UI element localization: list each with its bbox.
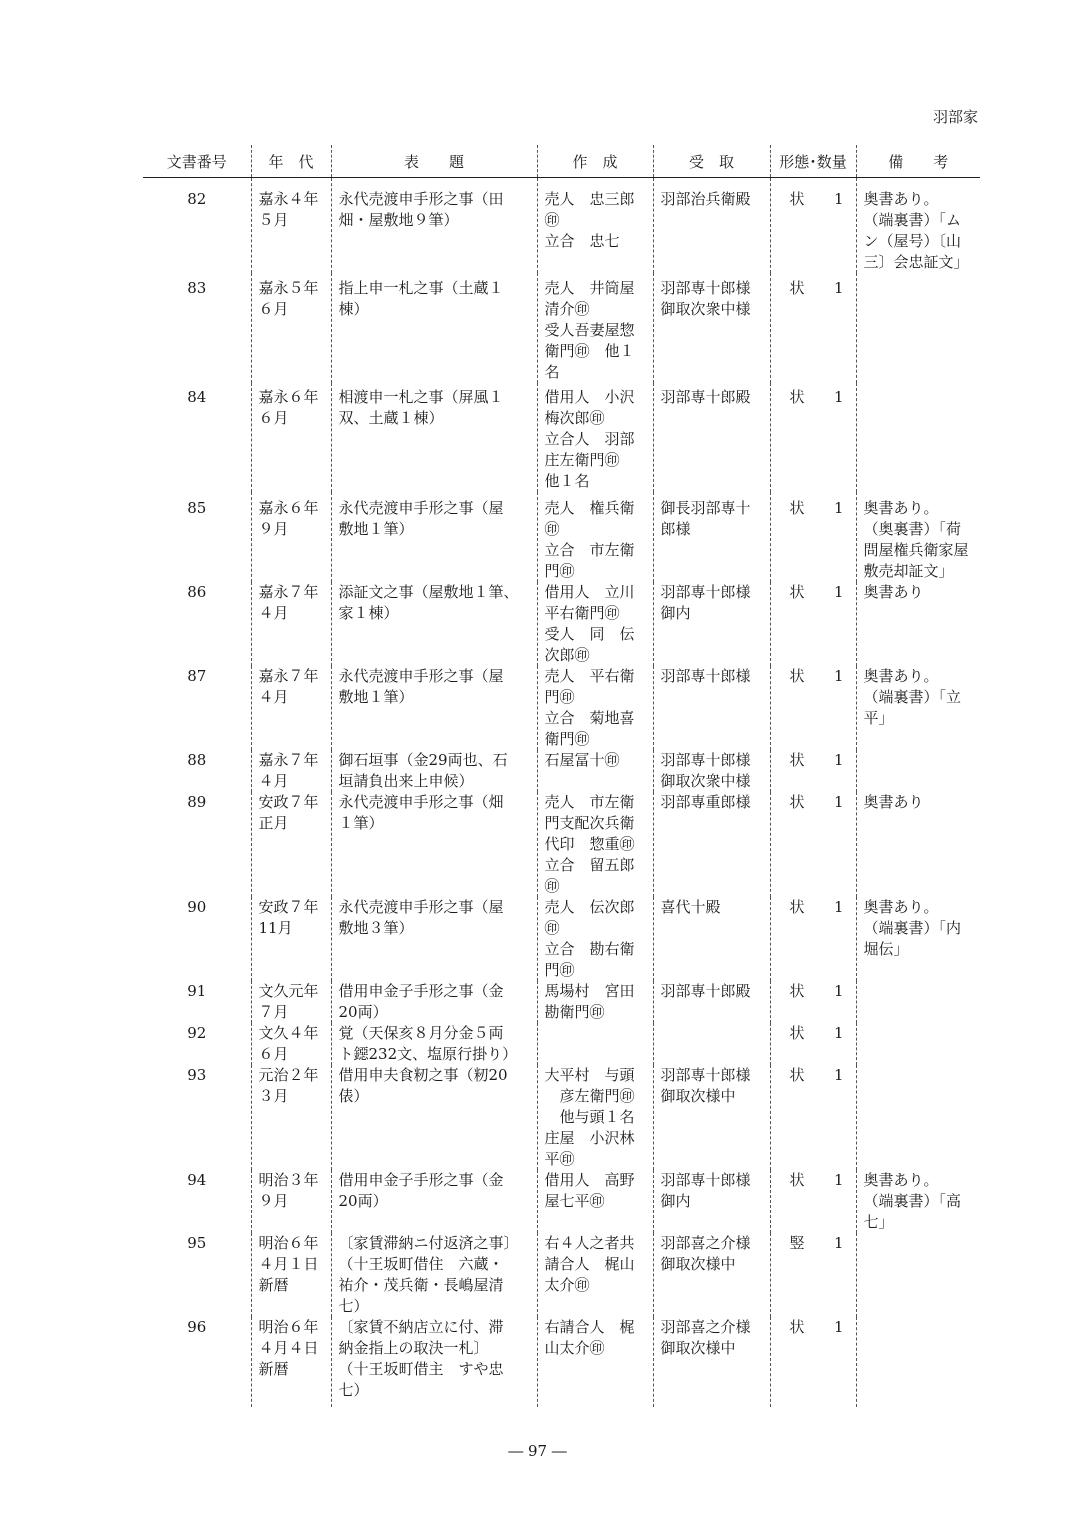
cell-form-quantity	[770, 750, 856, 792]
cell-title: 〔家賃不納店立に付、滞 納金指上の取決一札〕 （十王坂町借主 すや忠 七）	[331, 1317, 537, 1407]
cell-recipient: 羽部喜之介様 御取次様中	[653, 1233, 770, 1317]
cell-document-number: 89	[187, 793, 207, 811]
cell-author: 借用人 高野 屋七平㊞	[537, 1170, 653, 1233]
quantity-value: 1	[833, 1234, 844, 1252]
table-row	[143, 1170, 980, 1233]
quantity-value: 1	[833, 667, 844, 685]
cell-date: 明治３年 ９月	[251, 1170, 331, 1233]
header-form-quantity: 形態･数量	[770, 145, 856, 178]
table-row	[143, 1023, 980, 1065]
cell-remarks	[856, 981, 980, 1023]
cell-author: 大平村 与頭 彦左衛門㊞ 他与頭１名 庄屋 小沢林 平㊞	[537, 1065, 653, 1170]
form-value: 状	[789, 1318, 805, 1336]
quantity-value: 1	[833, 190, 844, 208]
cell-remarks: 奥書あり	[856, 792, 980, 897]
cell-form-quantity	[770, 383, 856, 492]
form-value: 竪	[789, 1234, 805, 1252]
cell-form-quantity	[770, 1170, 856, 1233]
form-value: 状	[789, 388, 805, 406]
cell-author: 馬場村 宮田 勘衛門㊞	[537, 981, 653, 1023]
form-value: 状	[789, 499, 805, 517]
header-document-number: 文書番号	[143, 145, 251, 178]
form-value: 状	[789, 667, 805, 685]
cell-date: 文久元年 ７月	[251, 981, 331, 1023]
form-value: 状	[789, 279, 805, 297]
table-row	[143, 582, 980, 666]
cell-document-number: 90	[187, 898, 207, 916]
table-row	[143, 1233, 980, 1317]
page-number: ― 97 ―	[508, 1442, 567, 1460]
cell-author: 石屋冨十㊞	[537, 750, 653, 792]
cell-recipient	[653, 1023, 770, 1065]
cell-remarks: 奥書あり。 （端裏書）「高 七」	[856, 1170, 980, 1233]
form-value: 状	[789, 1024, 805, 1042]
form-value: 状	[789, 751, 805, 769]
cell-document-number: 93	[187, 1066, 207, 1084]
quantity-value: 1	[833, 279, 844, 297]
table-header-row	[143, 145, 980, 178]
cell-form-quantity	[770, 1023, 856, 1065]
cell-document-number: 82	[187, 190, 207, 208]
cell-form-quantity	[770, 582, 856, 666]
cell-author: 売人 井筒屋 清介㊞ 受人吾妻屋惣 衛門㊞ 他１ 名	[537, 273, 653, 383]
cell-author: 売人 伝次郎 ㊞ 立合 勘右衛 門㊞	[537, 897, 653, 981]
quantity-value: 1	[833, 1024, 844, 1042]
form-value: 状	[789, 898, 805, 916]
quantity-value: 1	[833, 499, 844, 517]
table-body	[143, 178, 980, 1408]
cell-date: 明治６年 ４月４日 新暦	[251, 1317, 331, 1407]
cell-title: 永代売渡申手形之事（屋 敷地３筆）	[331, 897, 537, 981]
quantity-value: 1	[833, 982, 844, 1000]
cell-recipient: 羽部専十郎様 御取次様中	[653, 1065, 770, 1170]
cell-form-quantity	[770, 178, 856, 274]
cell-date: 嘉永４年 ５月	[251, 178, 331, 274]
cell-date: 安政７年 11月	[251, 897, 331, 981]
quantity-value: 1	[833, 898, 844, 916]
table-row	[143, 492, 980, 582]
cell-recipient: 羽部専重郎様	[653, 792, 770, 897]
cell-recipient: 羽部専十郎様	[653, 666, 770, 750]
cell-recipient: 喜代十殿	[653, 897, 770, 981]
cell-remarks: 奥書あり。 （端裏書）「ム ン（屋号）〔山 三〕会忠証文」	[856, 178, 980, 274]
cell-recipient: 御長羽部専十 郎様	[653, 492, 770, 582]
cell-form-quantity	[770, 1317, 856, 1407]
cell-author: 売人 平右衛 門㊞ 立合 菊地喜 衛門㊞	[537, 666, 653, 750]
table-row	[143, 981, 980, 1023]
cell-title: 永代売渡申手形之事（田 畑・屋敷地９筆）	[331, 178, 537, 274]
cell-document-number: 95	[187, 1234, 207, 1252]
cell-recipient: 羽部専十郎様 御取次衆中様	[653, 750, 770, 792]
cell-document-number: 91	[187, 982, 207, 1000]
cell-date: 嘉永５年 ６月	[251, 273, 331, 383]
cell-remarks	[856, 1317, 980, 1407]
cell-recipient: 羽部専十郎様 御内	[653, 1170, 770, 1233]
cell-recipient: 羽部専十郎様 御取次衆中様	[653, 273, 770, 383]
cell-date: 嘉永７年 ４月	[251, 582, 331, 666]
table-row	[143, 897, 980, 981]
cell-date: 元治２年 ３月	[251, 1065, 331, 1170]
cell-author: 売人 権兵衛 ㊞ 立合 市左衛 門㊞	[537, 492, 653, 582]
cell-document-number: 83	[187, 279, 207, 297]
form-value: 状	[789, 793, 805, 811]
table-row	[143, 1065, 980, 1170]
cell-title: 永代売渡申手形之事（屋 敷地１筆）	[331, 666, 537, 750]
cell-document-number: 96	[187, 1318, 207, 1336]
quantity-value: 1	[833, 583, 844, 601]
cell-recipient: 羽部専十郎殿	[653, 383, 770, 492]
quantity-value: 1	[833, 1066, 844, 1084]
cell-remarks	[856, 1023, 980, 1065]
cell-date: 安政７年 正月	[251, 792, 331, 897]
cell-title: 借用申夫食籾之事（籾20 俵）	[331, 1065, 537, 1170]
cell-title: 永代売渡申手形之事（屋 敷地１筆）	[331, 492, 537, 582]
header-remarks: 備 考	[856, 145, 980, 178]
cell-form-quantity	[770, 666, 856, 750]
cell-form-quantity	[770, 492, 856, 582]
cell-document-number: 84	[187, 388, 207, 406]
cell-date: 嘉永６年 ６月	[251, 383, 331, 492]
table-row	[143, 178, 980, 274]
cell-date: 嘉永７年 ４月	[251, 666, 331, 750]
cell-title: 覚（天保亥８月分金５両 ト鐚232文、塩原行掛り）	[331, 1023, 537, 1065]
cell-remarks	[856, 1065, 980, 1170]
cell-form-quantity	[770, 1065, 856, 1170]
cell-author: 借用人 立川 平右衛門㊞ 受人 同 伝 次郎㊞	[537, 582, 653, 666]
quantity-value: 1	[833, 793, 844, 811]
header-date: 年 代	[251, 145, 331, 178]
cell-recipient: 羽部喜之介様 御取次様中	[653, 1317, 770, 1407]
cell-remarks: 奥書あり。 （奥裏書）「荷 問屋権兵衛家屋 敷売却証文」	[856, 492, 980, 582]
header-title: 表 題	[331, 145, 537, 178]
form-value: 状	[789, 1066, 805, 1084]
cell-recipient: 羽部専十郎様 御内	[653, 582, 770, 666]
table-row	[143, 792, 980, 897]
quantity-value: 1	[833, 751, 844, 769]
table-row	[143, 273, 980, 383]
cell-title: 永代売渡申手形之事（畑 １筆）	[331, 792, 537, 897]
header-author: 作 成	[537, 145, 653, 178]
cell-document-number: 94	[187, 1171, 207, 1189]
cell-remarks: 奥書あり。 （端裏書）「立 平」	[856, 666, 980, 750]
quantity-value: 1	[833, 388, 844, 406]
document-catalog-table	[143, 145, 980, 1407]
cell-remarks	[856, 1233, 980, 1317]
table-row	[143, 383, 980, 492]
cell-remarks: 奥書あり	[856, 582, 980, 666]
table-row	[143, 666, 980, 750]
quantity-value: 1	[833, 1171, 844, 1189]
cell-title: 添証文之事（屋敷地１筆、 家１棟）	[331, 582, 537, 666]
cell-title: 借用申金子手形之事（金 20両）	[331, 1170, 537, 1233]
cell-remarks	[856, 750, 980, 792]
cell-author: 右請合人 梶 山太介㊞	[537, 1317, 653, 1407]
cell-document-number: 88	[187, 751, 207, 769]
cell-title: 借用申金子手形之事（金 20両）	[331, 981, 537, 1023]
cell-title: 相渡申一札之事（屏風１ 双、土蔵１棟）	[331, 383, 537, 492]
cell-form-quantity	[770, 792, 856, 897]
cell-form-quantity	[770, 981, 856, 1023]
cell-form-quantity	[770, 897, 856, 981]
form-value: 状	[789, 982, 805, 1000]
header-recipient: 受 取	[653, 145, 770, 178]
cell-recipient: 羽部専十郎殿	[653, 981, 770, 1023]
cell-form-quantity	[770, 273, 856, 383]
quantity-value: 1	[833, 1318, 844, 1336]
cell-date: 嘉永６年 ９月	[251, 492, 331, 582]
cell-recipient: 羽部治兵衛殿	[653, 178, 770, 274]
cell-author: 右４人之者共 請合人 梶山 太介㊞	[537, 1233, 653, 1317]
cell-author	[537, 1023, 653, 1065]
cell-date: 嘉永７年 ４月	[251, 750, 331, 792]
cell-document-number: 92	[187, 1024, 207, 1042]
cell-author: 売人 忠三郎 ㊞ 立合 忠七	[537, 178, 653, 274]
cell-form-quantity	[770, 1233, 856, 1317]
cell-document-number: 86	[187, 583, 207, 601]
cell-remarks: 奥書あり。 （端裏書）「内 堀伝」	[856, 897, 980, 981]
cell-author: 売人 市左衛 門支配次兵衛 代印 惣重㊞ 立合 留五郎 ㊞	[537, 792, 653, 897]
cell-date: 文久４年 ６月	[251, 1023, 331, 1065]
cell-title: 御石垣事（金29両也、石 垣請負出来上申候）	[331, 750, 537, 792]
cell-title: 〔家賃滞納ニ付返済之事〕 （十王坂町借住 六蔵・ 祐介・茂兵衛・長嶋屋清 七）	[331, 1233, 537, 1317]
cell-date: 明治６年 ４月１日 新暦	[251, 1233, 331, 1317]
form-value: 状	[789, 1171, 805, 1189]
cell-remarks	[856, 273, 980, 383]
cell-title: 指上申一札之事（土蔵１ 棟）	[331, 273, 537, 383]
cell-document-number: 87	[187, 667, 207, 685]
form-value: 状	[789, 583, 805, 601]
cell-author: 借用人 小沢 梅次郎㊞ 立合人 羽部 庄左衛門㊞ 他１名	[537, 383, 653, 492]
table-row	[143, 1317, 980, 1407]
cell-document-number: 85	[187, 499, 207, 517]
cell-remarks	[856, 383, 980, 492]
family-name-header: 羽部家	[932, 108, 978, 126]
form-value: 状	[789, 190, 805, 208]
table-row	[143, 750, 980, 792]
